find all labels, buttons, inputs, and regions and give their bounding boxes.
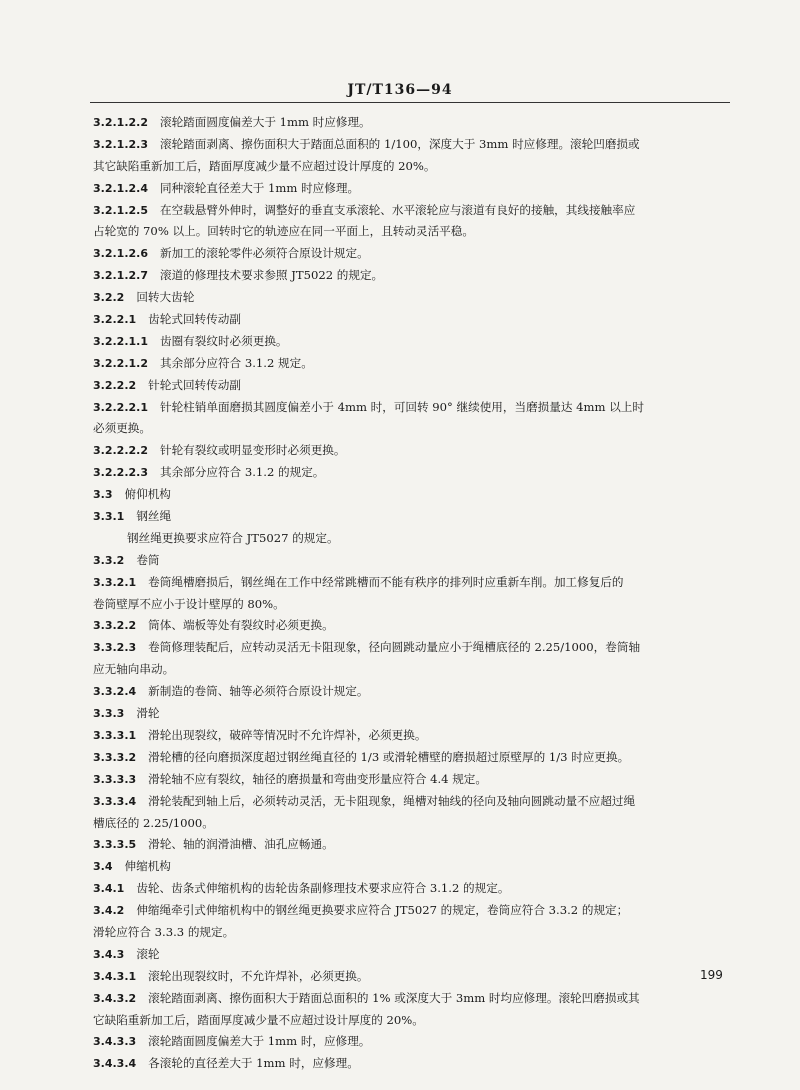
- clause-text: 应无轴向串动。: [93, 662, 175, 677]
- clause-number: 3.2.2.2.1: [93, 400, 148, 414]
- clause-number: 3.4.3.2: [93, 991, 137, 1005]
- clause-text: 滑轮槽的径向磨损深度超过钢丝绳直径的 1/3 或滑轮槽壁的磨损超过原壁厚的 1/3 时应更换。: [148, 749, 630, 764]
- text-line: [93, 594, 733, 616]
- clause-text: 其余部分应符合 3.1.2 规定。: [159, 355, 313, 370]
- text-line: [93, 440, 733, 462]
- clause-number: 3.2.2.2.2: [93, 444, 148, 458]
- clause-text: 新制造的卷筒、轴等必须符合原设计规定。: [148, 684, 369, 699]
- clause-text: 滚轮踏面剥离、擦伤面积大于踏面总面积的 1/100，深度大于 3mm 时应修理。滚轮凹磨损或: [159, 136, 640, 151]
- text-line: [93, 265, 733, 287]
- clause-text: 滚道的修理技术要求参照 JT5022 的规定。: [159, 268, 384, 283]
- clause-text: 各滚轮的直径差大于 1mm 时，应修理。: [148, 1056, 359, 1071]
- clause-number: 3.3.3.4: [93, 794, 137, 808]
- text-line: [93, 659, 733, 681]
- clause-text: 滑轮出现裂纹，破碎等情况时不允许焊补，必须更换。: [148, 727, 427, 742]
- clause-text: 其余部分应符合 3.1.2 的规定。: [159, 465, 325, 480]
- clause-number: 3.3.3.1: [93, 728, 137, 742]
- text-line: [93, 375, 733, 397]
- clause-number: 3.2.2.1: [93, 313, 137, 327]
- text-line: [93, 922, 733, 944]
- clause-text: 伸缩机构: [124, 859, 171, 874]
- clause-number: 3.3.2.1: [93, 575, 137, 589]
- text-line: [93, 878, 733, 900]
- clause-number: 3.4.3: [93, 947, 125, 961]
- page-number: 199: [700, 968, 723, 982]
- clause-number: 3.2.1.2.6: [93, 247, 148, 261]
- clause-number: 3.2.2.2.3: [93, 466, 148, 480]
- text-line: [93, 353, 733, 375]
- clause-text: 钢丝绳更换要求应符合 JT5027 的规定。: [127, 530, 339, 545]
- clause-text: 占轮宽的 70% 以上。回转时它的轨迹应在同一平面上，且转动灵活平稳。: [93, 224, 474, 239]
- clause-number: 3.4.3.3: [93, 1035, 137, 1049]
- clause-number: 3.2.2.1.1: [93, 334, 148, 348]
- text-line: [93, 856, 733, 878]
- clause-number: 3.2.1.2.5: [93, 203, 148, 217]
- clause-text: 卷筒壁厚不应小于设计壁厚的 80%。: [93, 596, 285, 611]
- clause-text: 滚轮踏面圆度偏差大于 1mm 时应修理。: [159, 115, 371, 129]
- text-line: [93, 1031, 733, 1053]
- clause-number: 3.2.2.1.2: [93, 356, 148, 370]
- clause-text: 槽底径的 2.25/1000。: [93, 815, 214, 830]
- clause-number: 3.2.2.2: [93, 378, 137, 392]
- clause-text: 滑轮轴不应有裂纹，轴径的磨损量和弯曲变形量应符合 4.4 规定。: [148, 771, 487, 786]
- text-line: [93, 966, 733, 988]
- clause-number: 3.2.2: [93, 291, 125, 305]
- text-line: [93, 462, 733, 484]
- text-line: [93, 900, 733, 922]
- clause-number: 3.3: [93, 488, 113, 502]
- text-line: [93, 944, 733, 966]
- clause-number: 3.3.2.4: [93, 685, 137, 699]
- text-line: [93, 309, 733, 331]
- clause-number: 3.2.1.2.7: [93, 269, 148, 283]
- clause-number: 3.3.2: [93, 553, 125, 567]
- clause-text: 它缺陷重新加工后，踏面厚度减少量不应超过设计厚度的 20%。: [93, 1012, 424, 1027]
- clause-text: 筒体、端板等处有裂纹时必须更换。: [148, 618, 334, 633]
- text-line: [93, 703, 733, 725]
- clause-number: 3.3.2.2: [93, 619, 137, 633]
- document-body: [93, 112, 733, 1075]
- clause-number: 3.2.1.2.4: [93, 181, 148, 195]
- clause-text: 新加工的滚轮零件必须符合原设计规定。: [159, 246, 369, 261]
- text-line: [93, 134, 733, 156]
- text-line: [93, 572, 733, 594]
- clause-text: 回转大齿轮: [136, 290, 195, 305]
- header-rule: [90, 102, 730, 103]
- text-line: [93, 528, 733, 550]
- clause-text: 滑轮: [136, 706, 160, 721]
- text-line: [93, 178, 733, 200]
- text-line: [93, 506, 733, 528]
- text-line: [93, 156, 733, 178]
- text-line: [93, 397, 733, 419]
- clause-number: 3.4.3.4: [93, 1057, 137, 1071]
- clause-text: 同种滚轮直径差大于 1mm 时应修理。: [159, 180, 360, 195]
- clause-text: 必须更换。: [93, 421, 151, 436]
- text-line: [93, 243, 733, 265]
- clause-text: 其它缺陷重新加工后，踏面厚度减少量不应超过设计厚度的 20%。: [93, 158, 436, 173]
- text-line: [93, 221, 733, 243]
- clause-text: 滑轮、轴的润滑油槽、油孔应畅通。: [148, 837, 334, 852]
- clause-text: 滑轮应符合 3.3.3 的规定。: [93, 924, 235, 939]
- clause-number: 3.3.3.2: [93, 750, 137, 764]
- clause-text: 钢丝绳: [136, 509, 172, 524]
- clause-number: 3.2.1.2.2: [93, 116, 148, 129]
- text-line: [93, 791, 733, 813]
- text-line: [93, 331, 733, 353]
- text-line: [93, 813, 733, 835]
- clause-text: 针轮柱销单面磨损其圆度偏差小于 4mm 时，可回转 90° 继续使用，当磨损量达 4mm 以上时: [159, 399, 644, 414]
- text-line: [93, 615, 733, 637]
- clause-text: 俯仰机构: [124, 487, 171, 502]
- clause-text: 针轮式回转传动副: [148, 377, 241, 392]
- clause-text: 齿轮、齿条式伸缩机构的齿轮齿条副修理技术要求应符合 3.1.2 的规定。: [136, 881, 510, 896]
- text-line: [93, 484, 733, 506]
- clause-text: 滑轮装配到轴上后，必须转动灵活，无卡阻现象，绳槽对轴线的径向及轴向圆跳动量不应超过绳: [148, 793, 636, 808]
- clause-number: 3.3.1: [93, 510, 125, 524]
- text-line: [93, 769, 733, 791]
- clause-number: 3.3.3: [93, 707, 125, 721]
- text-line: [93, 112, 733, 134]
- clause-text: 在空载悬臂外伸时，调整好的垂直支承滚轮、水平滚轮应与滚道有良好的接触，其线接触率应: [159, 202, 636, 217]
- clause-text: 伸缩绳牵引式伸缩机构中的钢丝绳更换要求应符合 JT5027 的规定，卷筒应符合 3.3.2 的规定；: [136, 903, 629, 918]
- text-line: [93, 681, 733, 703]
- clause-number: 3.4.1: [93, 882, 125, 896]
- clause-number: 3.3.3.3: [93, 772, 137, 786]
- text-line: [93, 725, 733, 747]
- clause-text: 卷筒修理装配后，应转动灵活无卡阻现象，径向圆跳动量应小于绳槽底径的 2.25/1000，卷筒轴: [148, 640, 641, 655]
- text-line: [93, 1053, 733, 1075]
- clause-number: 3.2.1.2.3: [93, 137, 148, 151]
- clause-number: 3.4.3.1: [93, 969, 137, 983]
- clause-text: 卷筒绳槽磨损后，钢丝绳在工作中经常跳槽而不能有秩序的排列时应重新车削。加工修复后的: [148, 574, 624, 589]
- text-line: [93, 988, 733, 1010]
- clause-text: 滚轮出现裂纹时，不允许焊补，必须更换。: [148, 968, 369, 983]
- text-line: [93, 287, 733, 309]
- document-header: JT/T136—94: [347, 82, 453, 98]
- text-line: [93, 1010, 733, 1032]
- clause-number: 3.3.3.5: [93, 838, 137, 852]
- clause-number: 3.4.2: [93, 904, 125, 918]
- clause-text: 滚轮踏面剥离、擦伤面积大于踏面总面积的 1% 或深度大于 3mm 时均应修理。滚轮凹磨损或其: [148, 990, 640, 1005]
- clause-text: 齿轮式回转传动副: [148, 312, 241, 327]
- text-line: [93, 637, 733, 659]
- clause-text: 齿圈有裂纹时必须更换。: [159, 333, 288, 348]
- text-line: [93, 747, 733, 769]
- text-line: [93, 418, 733, 440]
- clause-text: 滚轮: [136, 946, 160, 961]
- clause-number: 3.3.2.3: [93, 641, 137, 655]
- clause-text: 针轮有裂纹或明显变形时必须更换。: [159, 443, 346, 458]
- clause-number: 3.4: [93, 860, 113, 874]
- clause-text: 卷筒: [136, 552, 160, 567]
- text-line: [93, 200, 733, 222]
- text-line: [93, 550, 733, 572]
- text-line: [93, 834, 733, 856]
- clause-text: 滚轮踏面圆度偏差大于 1mm 时，应修理。: [148, 1034, 371, 1049]
